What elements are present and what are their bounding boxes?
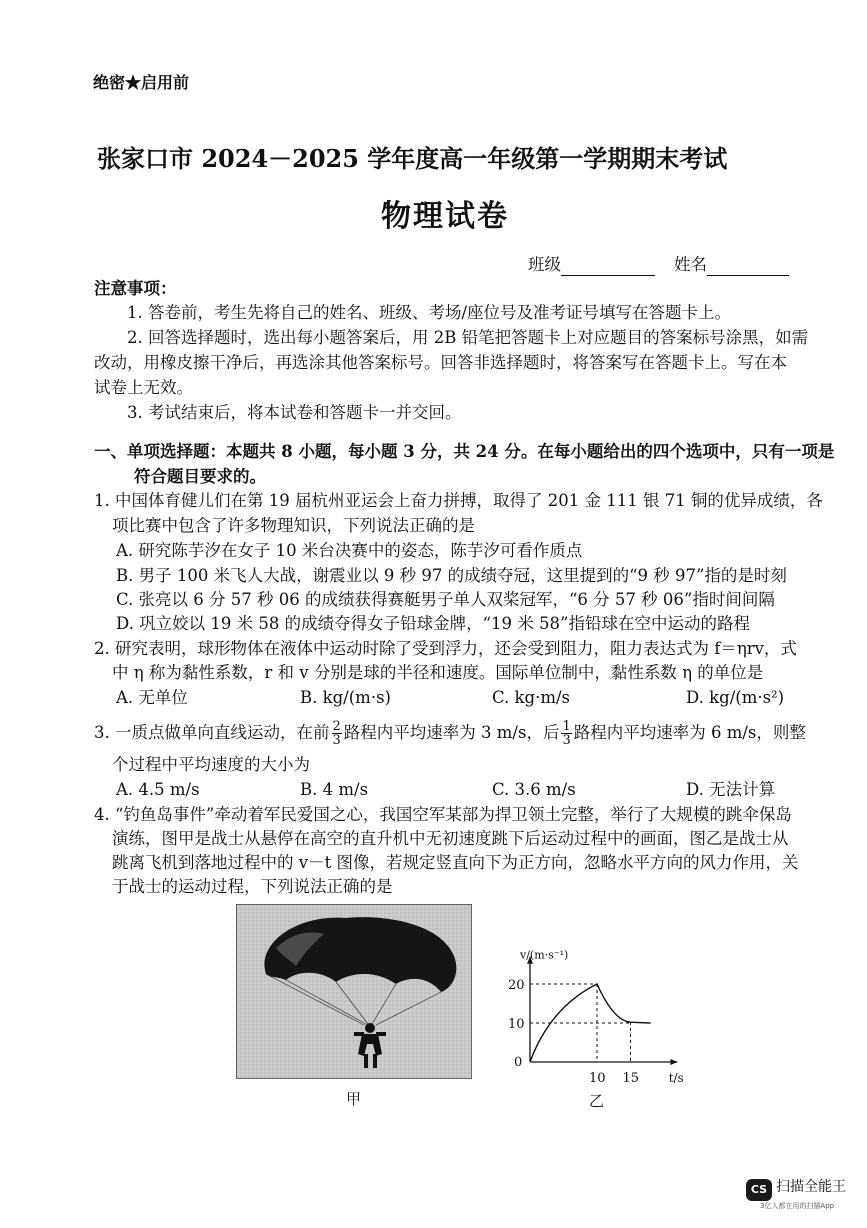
q4-stem-line3: 跳离飞机到落地过程中的 v－t 图像，若规定竖直向下为正方向，忽略水平方向的风力作用，关 (112, 853, 799, 872)
x-tick-15: 15 (622, 1071, 640, 1086)
subject-title: 物理试卷 (381, 199, 509, 234)
q3-option-d: D. 无法计算 (686, 780, 776, 799)
figure-b-label: 乙 (589, 1092, 605, 1110)
q2-option-c: C. kg·m/s (492, 688, 571, 707)
x-axis-arrow (670, 1059, 677, 1065)
section-heading-line1: 一、单项选择题：本题共 8 小题，每小题 3 分，共 24 分。在每小题给出的四个选项中，只有一项是 (94, 442, 835, 461)
scanner-app-subtitle: 3亿人都在用的扫描App (760, 1202, 835, 1210)
x-tick-10: 10 (589, 1071, 606, 1086)
y-tick-10: 10 (508, 1017, 525, 1032)
secret-label: 绝密★启用前 (93, 73, 190, 92)
q1-option-c: C. 张亮以 6 分 57 秒 06 的成绩获得赛艇男子单人双桨冠军，“6 分 57 秒 06”指时间间隔 (116, 590, 775, 609)
q4-stem-line4: 于战士的运动过程，下列说法正确的是 (112, 877, 393, 896)
q3-stem-part1: 3. 一质点做单向直线运动，在前 (94, 723, 330, 742)
exam-title: 张家口市 2024－2025 学年度高一年级第一学期期末考试 (97, 144, 728, 173)
q3-option-b: B. 4 m/s (300, 780, 369, 799)
name-field (674, 254, 789, 276)
q3-stem-line1 (94, 718, 806, 748)
note-2-line3: 试卷上无效。 (94, 378, 193, 397)
q3-fraction-one-third (561, 720, 571, 747)
parachute-illustration (236, 904, 472, 1079)
y-axis-label: v/(m·s⁻¹) (520, 948, 569, 962)
q2-option-b: B. kg/(m·s) (300, 688, 391, 707)
name-label: 姓名 (674, 255, 707, 274)
vt-chart-svg (500, 940, 700, 1090)
class-blank (561, 259, 655, 276)
q2-option-d: D. kg/(m·s²) (686, 688, 785, 707)
vt-chart (500, 940, 700, 1090)
q3-fraction-two-thirds (332, 720, 342, 747)
parachute-photo (236, 904, 472, 1079)
note-1: 1. 答卷前，考生先将自己的姓名、班级、考场/座位号及准考证号填写在答题卡上。 (127, 303, 732, 322)
q3-stem-line2: 个过程中平均速度的大小为 (112, 755, 310, 774)
y-tick-20: 20 (508, 978, 525, 993)
q1-stem-line2: 项比赛中包含了许多物理知识，下列说法正确的是 (112, 516, 475, 535)
x-axis-label: t/s (668, 1071, 684, 1085)
notes-heading: 注意事项： (94, 279, 177, 298)
q3-frac1-den: 3 (332, 733, 341, 748)
q1-option-a: A. 研究陈芋汐在女子 10 米台决赛中的姿态，陈芋汐可看作质点 (116, 541, 583, 560)
section-heading-line2: 符合题目要求的。 (134, 467, 266, 486)
q3-option-c: C. 3.6 m/s (492, 780, 576, 799)
q3-stem-part2: 路程内平均速率为 3 m/s，后 (343, 723, 560, 742)
figure-a-label: 甲 (346, 1090, 362, 1108)
q4-stem-line2: 演练，图甲是战士从悬停在高空的直升机中无初速度跳下后运动过程中的画面，图乙是战士从 (112, 829, 789, 848)
scanner-app-name: 扫描全能王 (776, 1179, 846, 1195)
class-label: 班级 (528, 255, 561, 274)
class-field (528, 254, 655, 276)
note-2-line1: 2. 回答选择题时，选出每小题答案后，用 2B 铅笔把答题卡上对应题目的答案标号涂黑，如需 (127, 328, 809, 347)
note-3: 3. 考试结束后，将本试卷和答题卡一并交回。 (127, 403, 462, 422)
q1-stem-line1: 1. 中国体育健儿们在第 19 届杭州亚运会上奋力拼搏，取得了 201 金 111 银 71 铜的优异成绩，各 (94, 491, 823, 510)
q4-stem-line1: 4. “钓鱼岛事件”牵动着军民爱国之心，我国空军某部为捍卫领土完整，举行了大规模的跳伞保岛 (94, 805, 792, 824)
q3-frac2-den: 3 (562, 733, 571, 748)
q1-option-d: D. 巩立姣以 19 米 58 的成绩夺得女子铅球金牌，“19 米 58”指铅球在空中运动的路程 (116, 614, 750, 633)
name-blank (707, 259, 789, 276)
q2-stem-line2: 中 η 称为黏性系数，r 和 v 分别是球的半径和速度。国际单位制中，黏性系数 η 的单位是 (112, 663, 764, 682)
q1-option-b: B. 男子 100 米飞人大战，谢震业以 9 秒 97 的成绩夺冠，这里提到的“9 秒 97”指的是时刻 (116, 566, 787, 585)
q2-option-a: A. 无单位 (116, 688, 188, 707)
q3-frac2-num: 1 (562, 719, 571, 734)
q2-stem-line1: 2. 研究表明，球形物体在液体中运动时除了受到浮力，还会受到阻力，阻力表达式为 f＝ηrv，式 (94, 639, 797, 658)
q3-frac1-num: 2 (332, 719, 341, 734)
scanner-logo-icon: CS (746, 1179, 772, 1201)
q3-stem-part3: 路程内平均速率为 6 m/s，则整 (573, 723, 806, 742)
note-2-line2: 改动，用橡皮擦干净后，再选涂其他答案标号。回答非选择题时，将答案写在答题卡上。写在本 (94, 353, 787, 372)
origin-label: 0 (514, 1055, 523, 1070)
q3-option-a: A. 4.5 m/s (116, 780, 200, 799)
